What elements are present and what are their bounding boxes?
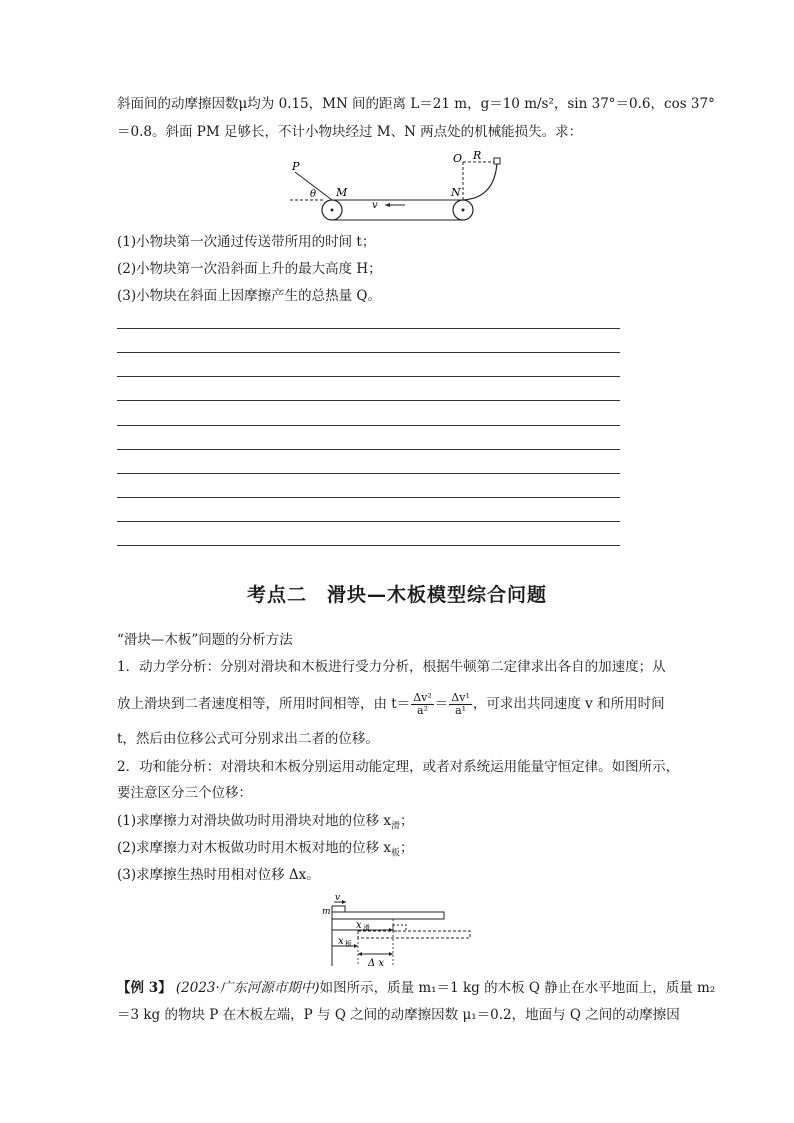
item-3: (3)求摩擦生热时用相对位移 Δx。 xyxy=(117,867,320,883)
example-text-1: 如图所示，质量 m₁＝1 kg 的木板 Q 静止在水平地面上，质量 m₂ xyxy=(319,980,716,996)
answer-line xyxy=(117,328,620,329)
para1-line3: t，然后由位移公式可分别求出二者的位移。 xyxy=(117,731,379,747)
problem-line-2: ＝0.8。斜面 PM 足够长，不计小物块经过 M、N 两点处的机械能损失。求： xyxy=(117,124,583,140)
section-title: 考点二 滑块—木板模型综合问题 xyxy=(246,584,547,606)
fig2-label-x-board-sub: 板 xyxy=(345,940,352,948)
para2-line1: 2．功和能分析：对滑块和木板分别运用动能定理，或者对系统运用能量守恒定律。如图所示， xyxy=(117,759,680,775)
conveyor-figure xyxy=(280,148,520,224)
label-n: N xyxy=(451,186,461,199)
fig2-label-m: m xyxy=(322,907,331,917)
label-r: R xyxy=(473,149,482,162)
label-p: P xyxy=(292,160,300,173)
question-2: (2)小物块第一次沿斜面上升的最大高度 H； xyxy=(117,261,382,277)
answer-line xyxy=(117,449,620,450)
fraction-2 xyxy=(449,692,472,717)
answer-line xyxy=(117,497,620,498)
item-1 xyxy=(117,810,677,838)
section-intro: “滑块—木板”问题的分析方法 xyxy=(117,632,293,648)
para1-line2 xyxy=(117,690,677,718)
example-line-1 xyxy=(117,977,716,999)
label-o: O xyxy=(453,152,463,165)
answer-line xyxy=(117,473,620,474)
problem-line-1: 斜面间的动摩擦因数μ均为 0.15，MN 间的距离 L＝21 m，g＝10 m/s²，sin 37°＝0.6，cos 37° xyxy=(117,96,715,112)
item-2 xyxy=(117,837,677,865)
question-1: (1)小物块第一次通过传送带所用的时间 t； xyxy=(117,234,376,250)
fig2-label-v: v xyxy=(335,893,341,903)
answer-line xyxy=(117,425,620,426)
para1-line1: 1．动力学分析：分别对滑块和木板进行受力分析，根据牛顿第二定律求出各自的加速度；从 xyxy=(117,659,666,675)
label-v: v xyxy=(372,200,378,211)
fig2-label-x-slide-sub: 滑 xyxy=(363,924,370,932)
fig2-label-x-slide: x xyxy=(356,920,362,931)
label-m: M xyxy=(336,186,348,199)
fraction-2-denominator: a¹ xyxy=(455,704,467,717)
item-2-sub: 板 xyxy=(391,848,401,859)
fig2-label-dx: Δ x xyxy=(368,958,385,968)
para2-line2: 要注意区分三个位移： xyxy=(117,785,252,801)
para1-line2-a: 放上滑块到二者速度相等，所用时间相等，由 t＝ xyxy=(117,696,411,712)
slider-board-figure xyxy=(318,892,478,968)
fraction-1-denominator: a² xyxy=(417,704,428,717)
example-line-2: ＝3 kg 的物块 P 在木板左端，P 与 Q 之间的动摩擦因数 μ₁＝0.2，地面与 Q 之间的动摩擦因 xyxy=(117,1007,680,1023)
fig2-label-x-board: x xyxy=(338,936,344,947)
para1-line2-b: ，可求出共同速度 v 和所用时间 xyxy=(472,696,665,712)
item-1-end: ； xyxy=(400,813,414,829)
answer-line xyxy=(117,400,620,401)
answer-line xyxy=(117,376,620,377)
fraction-1 xyxy=(411,692,434,717)
answer-line xyxy=(117,545,620,546)
question-3: (3)小物块在斜面上因摩擦产生的总热量 Q。 xyxy=(117,288,381,304)
equals-sign: ＝ xyxy=(434,696,449,712)
fraction-1-numerator: Δv² xyxy=(413,691,432,704)
example-tag: 【例 3】 xyxy=(117,980,172,996)
item-1-sub: 滑 xyxy=(391,821,401,832)
answer-line xyxy=(117,521,620,522)
item-2-end: ； xyxy=(400,840,414,856)
answer-line xyxy=(117,352,620,353)
fraction-2-numerator: Δv¹ xyxy=(451,691,470,704)
item-2-text: (2)求摩擦力对木板做功时用木板对地的位移 x xyxy=(117,840,392,856)
item-1-text: (1)求摩擦力对滑块做功时用滑块对地的位移 x xyxy=(117,813,392,829)
example-source: (2023·广东河源市期中) xyxy=(175,980,320,996)
label-theta: θ xyxy=(310,189,317,200)
